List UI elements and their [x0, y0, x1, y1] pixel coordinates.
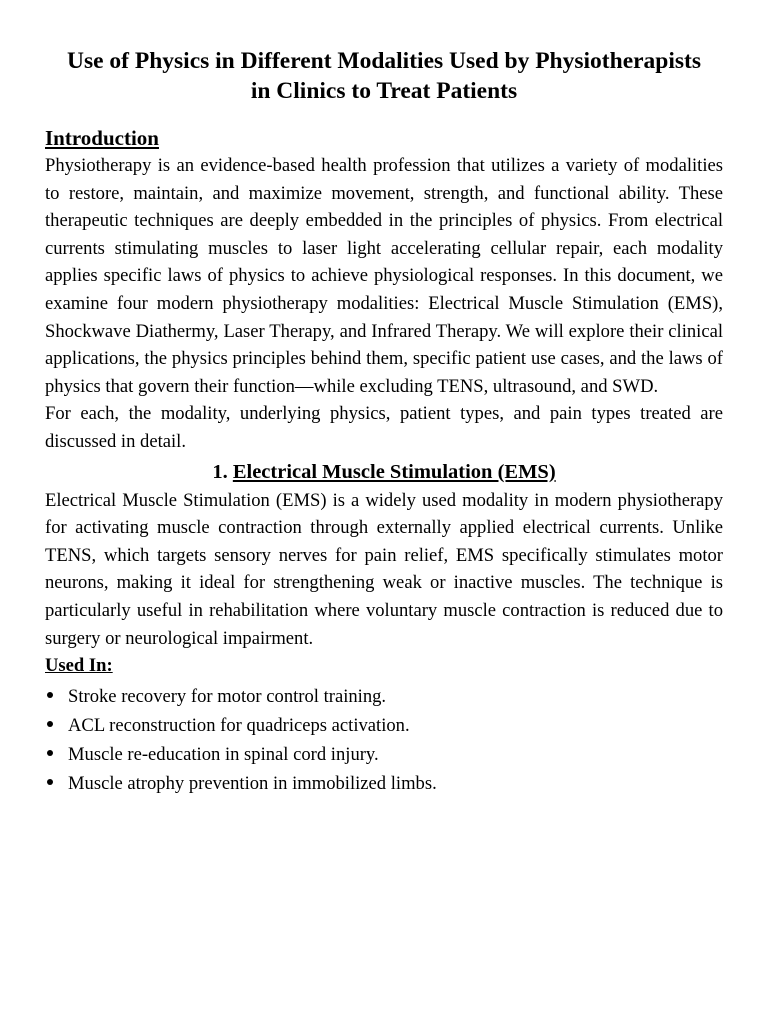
introduction-heading: Introduction: [45, 126, 159, 150]
list-item-text: ACL reconstruction for quadriceps activation.: [68, 715, 410, 737]
used-in-list: [45, 682, 723, 798]
list-item: [45, 769, 723, 798]
list-item-text: Stroke recovery for motor control training.: [68, 686, 387, 708]
document-title-line-1: Use of Physics in Different Modalities Used by Physiotherapists: [66, 48, 702, 74]
document-title: [45, 46, 723, 106]
section-1-title: Electrical Muscle Stimulation (EMS): [232, 460, 556, 483]
section-1-paragraph: Electrical Muscle Stimulation (EMS) is a widely used modality in modern physiotherapy for activating muscle contraction through externally applied electrical currents. Unlike TENS, which targets sensory nerves for pain relief, EMS specifically stimulates motor neurons, making it ideal for strengthening weak or inactive muscles. The technique is particularly useful in rehabilitation where voluntary muscle contraction is reduced due to surgery or neurological impairment.: [45, 489, 723, 649]
section-1-number: 1.: [212, 460, 228, 483]
list-item: [45, 740, 723, 769]
document-title-line-2: in Clinics to Treat Patients: [250, 78, 518, 104]
bullet-icon: [47, 721, 53, 727]
list-item-text: Muscle re-education in spinal cord injury.: [68, 744, 379, 766]
used-in-label: Used In:: [45, 655, 113, 677]
introduction-summary-paragraph: For each, the modality, underlying physics, patient types, and pain types treated are discussed in detail.: [45, 403, 723, 452]
section-1-heading: [45, 457, 723, 487]
introduction-paragraph: Physiotherapy is an evidence-based health profession that utilizes a variety of modalities to restore, maintain, and maximize movement, strength, and functional ability. These therapeutic techniques are deeply embedded in the principles of physics. From electrical currents stimulating muscles to laser light accelerating cellular repair, each modality applies specific laws of physics to achieve physiological responses. In this document, we examine four modern physiotherapy modalities: Electrical Muscle Stimulation (EMS), Shockwave Diathermy, Laser Therapy, and Infrared Therapy. We will explore their clinical applications, the physics principles behind them, specific patient use cases, and the laws of physics that govern their function—while excluding TENS, ultrasound, and SWD.: [45, 155, 723, 397]
list-item: [45, 711, 723, 740]
list-item: [45, 682, 723, 711]
bullet-icon: [47, 779, 53, 785]
list-item-text: Muscle atrophy prevention in immobilized limbs.: [68, 773, 437, 795]
bullet-icon: [47, 692, 53, 698]
bullet-icon: [47, 750, 53, 756]
